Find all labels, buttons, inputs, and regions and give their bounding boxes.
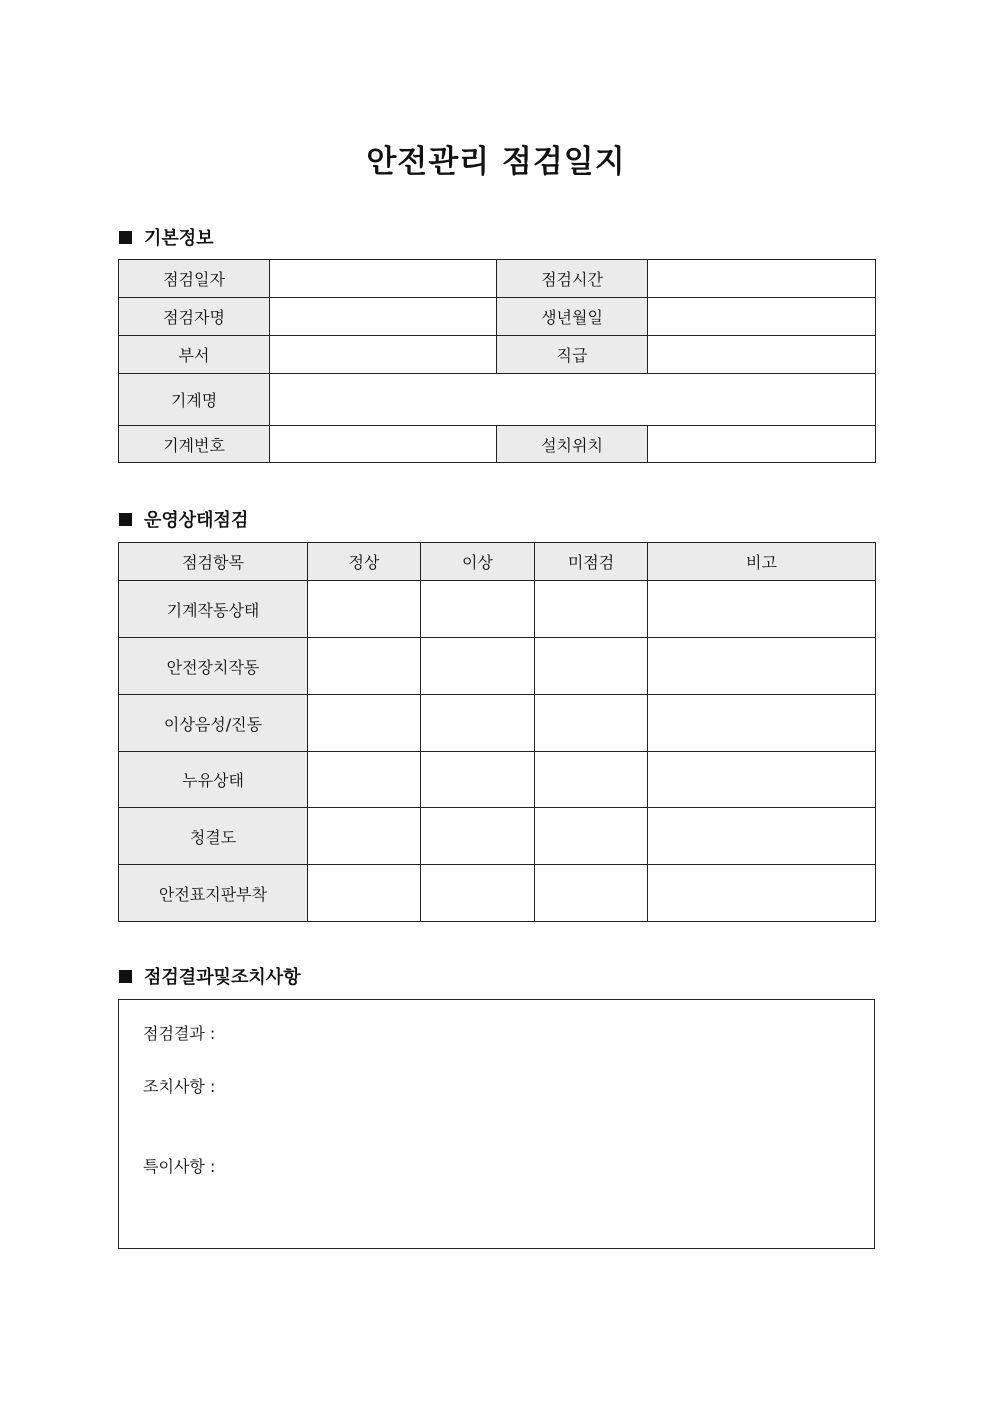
square-bullet-icon (119, 231, 132, 244)
department-label: 부서 (119, 336, 270, 374)
inspector-name-label: 점검자명 (119, 298, 270, 336)
inspection-time-label: 점검시간 (497, 260, 648, 298)
table-row (119, 752, 876, 808)
table-row (119, 298, 876, 336)
note-cell[interactable] (648, 808, 876, 865)
check-item-label: 누유상태 (119, 752, 308, 808)
abnormal-cell[interactable] (421, 808, 535, 865)
header-abnormal: 이상 (421, 543, 535, 581)
table-row (119, 865, 876, 922)
birth-date-label: 생년월일 (497, 298, 648, 336)
inspection-date-label: 점검일자 (119, 260, 270, 298)
normal-cell[interactable] (308, 752, 421, 808)
section-operation-label: 운영상태점검 (144, 510, 249, 531)
abnormal-cell[interactable] (421, 638, 535, 695)
unchecked-cell[interactable] (535, 638, 648, 695)
abnormal-cell[interactable] (421, 581, 535, 638)
square-bullet-icon (119, 970, 132, 983)
note-cell[interactable] (648, 695, 876, 752)
position-label: 직급 (497, 336, 648, 374)
header-unchecked: 미점검 (535, 543, 648, 581)
machine-name-label: 기계명 (119, 374, 270, 426)
action-taken-label: 조치사항 : (143, 1077, 216, 1096)
check-item-label: 청결도 (119, 808, 308, 865)
abnormal-cell[interactable] (421, 752, 535, 808)
normal-cell[interactable] (308, 695, 421, 752)
section-basic-info-label: 기본정보 (144, 228, 214, 249)
abnormal-cell[interactable] (421, 865, 535, 922)
machine-name-field[interactable] (270, 374, 876, 426)
inspection-result-label: 점검결과 : (143, 1024, 216, 1043)
operation-check-table (118, 542, 876, 922)
note-cell[interactable] (648, 865, 876, 922)
install-location-label: 설치위치 (497, 426, 648, 463)
result-notes-box[interactable] (118, 999, 875, 1249)
abnormal-cell[interactable] (421, 695, 535, 752)
department-field[interactable] (270, 336, 497, 374)
table-row (119, 581, 876, 638)
square-bullet-icon (119, 513, 132, 526)
table-row (119, 426, 876, 463)
inspection-time-field[interactable] (648, 260, 876, 298)
birth-date-field[interactable] (648, 298, 876, 336)
unchecked-cell[interactable] (535, 808, 648, 865)
normal-cell[interactable] (308, 638, 421, 695)
table-row (119, 336, 876, 374)
table-row (119, 695, 876, 752)
header-note: 비고 (648, 543, 876, 581)
note-cell[interactable] (648, 581, 876, 638)
note-cell[interactable] (648, 752, 876, 808)
section-result-label: 점검결과및조치사항 (144, 967, 301, 988)
normal-cell[interactable] (308, 581, 421, 638)
table-header-row (119, 543, 876, 581)
inspector-name-field[interactable] (270, 298, 497, 336)
machine-number-field[interactable] (270, 426, 497, 463)
normal-cell[interactable] (308, 808, 421, 865)
unchecked-cell[interactable] (535, 695, 648, 752)
header-item: 점검항목 (119, 543, 308, 581)
inspection-date-field[interactable] (270, 260, 497, 298)
basic-info-table (118, 259, 876, 463)
check-item-label: 이상음성/진동 (119, 695, 308, 752)
install-location-field[interactable] (648, 426, 876, 463)
check-item-label: 안전장치작동 (119, 638, 308, 695)
unchecked-cell[interactable] (535, 752, 648, 808)
table-row (119, 808, 876, 865)
check-item-label: 기계작동상태 (119, 581, 308, 638)
header-normal: 정상 (308, 543, 421, 581)
section-operation-heading (119, 506, 248, 532)
section-basic-info-heading (119, 224, 214, 250)
table-row (119, 374, 876, 426)
special-notes-label: 특이사항 : (143, 1157, 216, 1176)
position-field[interactable] (648, 336, 876, 374)
machine-number-label: 기계번호 (119, 426, 270, 463)
table-row (119, 638, 876, 695)
unchecked-cell[interactable] (535, 865, 648, 922)
document-title: 안전관리 점검일지 (366, 144, 626, 180)
check-item-label: 안전표지판부착 (119, 865, 308, 922)
unchecked-cell[interactable] (535, 581, 648, 638)
section-result-heading (119, 963, 301, 989)
table-row (119, 260, 876, 298)
normal-cell[interactable] (308, 865, 421, 922)
note-cell[interactable] (648, 638, 876, 695)
